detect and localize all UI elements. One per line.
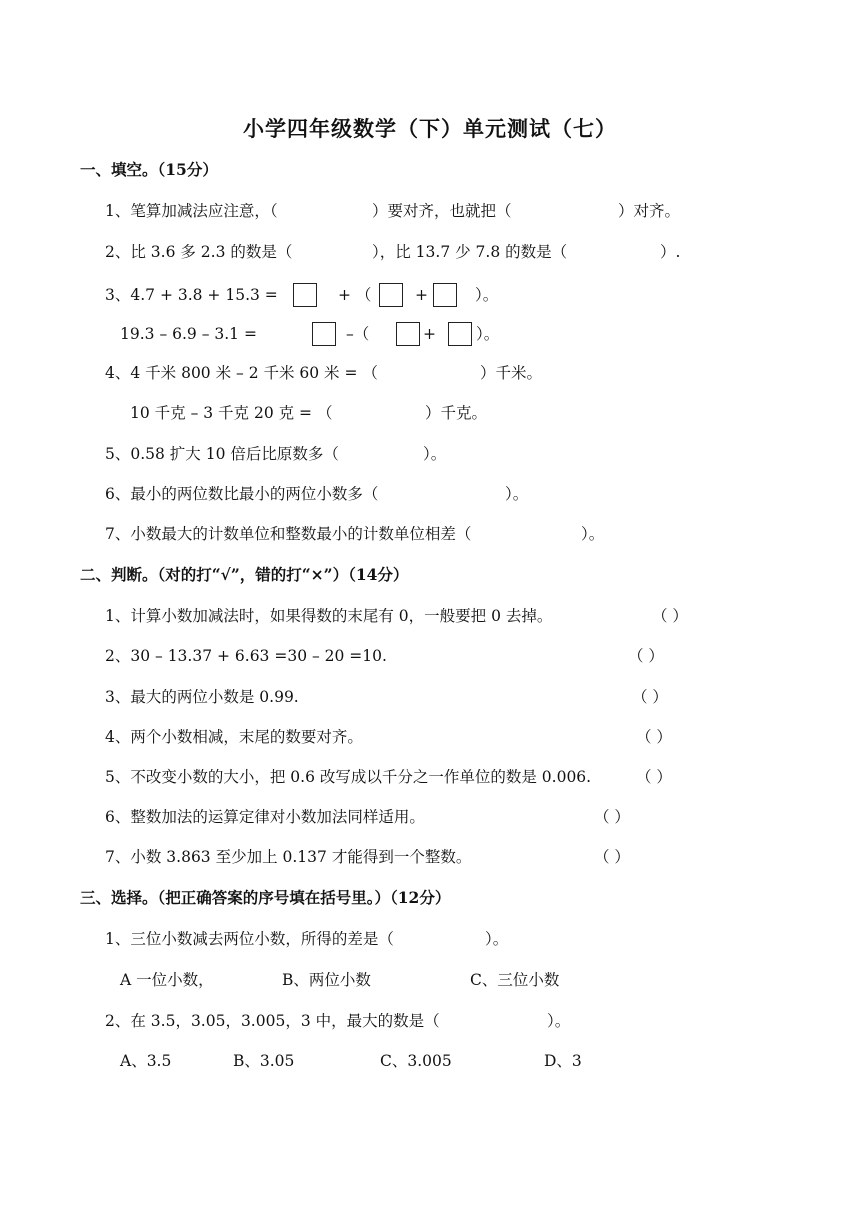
option-c[interactable]: C、三位小数: [470, 971, 560, 989]
fill-question-4: [105, 361, 805, 385]
section-1-heading: 一、填空。（15分）: [80, 160, 218, 179]
choice-question-2: [105, 1009, 805, 1033]
page-title: 小学四年级数学（下）单元测试（七）: [243, 116, 617, 141]
q2-part-b: ），比 13.7 少 7.8 的数是（: [372, 243, 568, 261]
judge-item-text: 2、30 – 13.37 + 6.63 =30 – 20 =10.: [105, 647, 387, 665]
fill-question-3b: [120, 322, 820, 350]
q4-part-b: ）千米。: [480, 364, 543, 382]
fill-question-5: [105, 442, 805, 466]
q1-part-b: ）要对齐，也就把（: [372, 202, 512, 220]
q6-part-a: 6、最小的两位数比最小的两位小数多（: [105, 485, 379, 503]
judge-item-text: 7、小数 3.863 至少加上 0.137 才能得到一个整数。: [105, 848, 472, 866]
q3b-part-c: +: [423, 325, 436, 343]
fill-question-3: [105, 283, 805, 311]
answer-box[interactable]: [293, 283, 317, 307]
fill-question-4b: [130, 401, 830, 425]
q5-part-a: 5、0.58 扩大 10 倍后比原数多（: [105, 445, 339, 463]
q3-part-d: ）。: [475, 286, 499, 304]
answer-box[interactable]: [312, 322, 336, 346]
answer-box[interactable]: [396, 322, 420, 346]
judge-answer-paren[interactable]: （ ）: [594, 808, 630, 826]
q3-part-c: +: [415, 286, 428, 304]
q4-part-a: 4、4 千米 800 米 – 2 千米 60 米 = （: [105, 364, 378, 382]
q4b-part-b: ）千克。: [425, 404, 488, 422]
q2-part-a: 2、比 3.6 多 2.3 的数是（: [105, 243, 293, 261]
fill-question-1: [105, 199, 805, 223]
fill-question-2: [105, 240, 805, 264]
judge-answer-paren[interactable]: （ ）: [636, 768, 672, 786]
judge-item-text: 6、整数加法的运算定律对小数加法同样适用。: [105, 808, 425, 826]
judge-answer-paren[interactable]: （ ）: [594, 848, 630, 866]
judge-item-text: 1、计算小数加减法时，如果得数的末尾有 0，一般要把 0 去掉。: [105, 607, 553, 625]
q3-part-b: + （: [338, 286, 372, 304]
q7-part-a: 7、小数最大的计数单位和整数最小的计数单位相差（: [105, 525, 472, 543]
section-3-heading: 三、选择。（把正确答案的序号填在括号里。）（12分）: [80, 888, 451, 907]
choice-q2-part-b: ）。: [547, 1012, 571, 1030]
q2-part-c: ）.: [660, 243, 681, 261]
judge-item-text: 4、两个小数相减，末尾的数要对齐。: [105, 728, 363, 746]
judge-answer-paren[interactable]: （ ）: [632, 688, 668, 706]
judge-item-text: 5、不改变小数的大小，把 0.6 改写成以千分之一作单位的数是 0.006.: [105, 768, 592, 786]
option-d[interactable]: D、3: [544, 1052, 582, 1070]
q1-part-a: 1、笔算加减法应注意，（: [105, 202, 278, 220]
choice-q1-options: [120, 968, 720, 992]
q3b-part-a: 19.3 – 6.9 – 3.1 =: [120, 325, 257, 343]
choice-q2-part-a: 2、在 3.5，3.05，3.005，3 中，最大的数是（: [105, 1012, 440, 1030]
q1-part-c: ）对齐。: [618, 202, 681, 220]
fill-question-6: [105, 482, 805, 506]
judge-answer-paren[interactable]: （ ）: [636, 728, 672, 746]
judge-item-text: 3、最大的两位小数是 0.99.: [105, 688, 299, 706]
option-b[interactable]: B、两位小数: [282, 971, 371, 989]
answer-box[interactable]: [433, 283, 457, 307]
q6-part-b: ）。: [505, 485, 529, 503]
option-b[interactable]: B、3.05: [233, 1052, 295, 1070]
choice-question-1: [105, 927, 805, 951]
q3b-part-d: ）。: [476, 325, 500, 343]
choice-q2-options: [120, 1049, 720, 1073]
q7-part-b: ）。: [581, 525, 605, 543]
option-a[interactable]: A、3.5: [120, 1052, 172, 1070]
choice-q1-part-b: ）。: [485, 930, 509, 948]
option-a[interactable]: A 一位小数，: [120, 971, 214, 989]
q4b-part-a: 10 千克 – 3 千克 20 克 = （: [130, 404, 333, 422]
q3-part-a: 3、4.7 + 3.8 + 15.3 =: [105, 286, 278, 304]
option-c[interactable]: C、3.005: [380, 1052, 452, 1070]
judge-answer-paren[interactable]: （ ）: [628, 647, 664, 665]
q3b-part-b: –（: [346, 325, 370, 343]
section-2-heading: 二、判断。（对的打“√”，错的打“×”）（14分）: [80, 565, 409, 584]
q5-part-b: ）。: [423, 445, 447, 463]
fill-question-7: [105, 522, 805, 546]
answer-box[interactable]: [448, 322, 472, 346]
answer-box[interactable]: [379, 283, 403, 307]
choice-q1-part-a: 1、三位小数减去两位小数，所得的差是（: [105, 930, 394, 948]
judge-answer-paren[interactable]: （ ）: [652, 607, 688, 625]
